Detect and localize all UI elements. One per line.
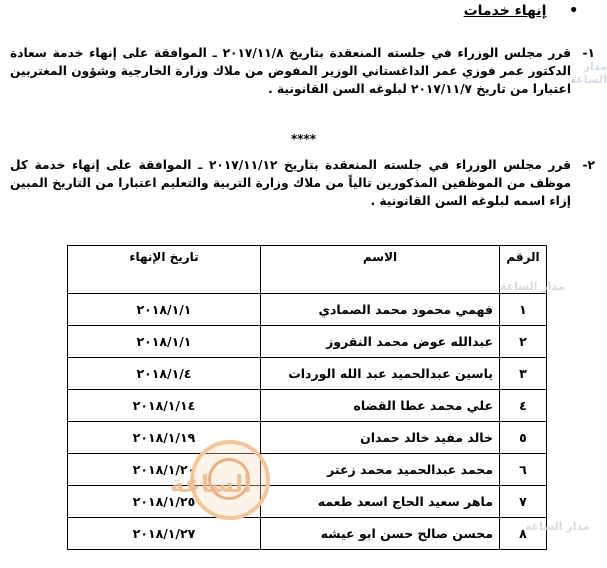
header-date: تاريخ الإنهاء	[68, 246, 261, 294]
cell-date: ٢٠١٨/١/١	[68, 294, 261, 326]
watermark-logo: الساعة	[170, 470, 252, 498]
bullet-icon: •	[568, 0, 579, 21]
table-row	[68, 294, 547, 326]
section-header	[464, 0, 579, 22]
table-row	[68, 326, 547, 358]
cell-date: ٢٠١٨/١/١٩	[68, 422, 261, 454]
header-name: الاسم	[261, 246, 500, 294]
table-row	[68, 358, 547, 390]
item-2	[10, 156, 595, 210]
table-row	[68, 422, 547, 454]
table-row	[68, 390, 547, 422]
table-row	[68, 486, 547, 518]
table-header-row	[68, 246, 547, 294]
cell-name: خالد مفيد خالد حمدان	[261, 422, 500, 454]
employees-table	[67, 245, 547, 550]
watermark-text: مدار الساعة	[525, 520, 590, 533]
cell-name: فهمي محمود محمد الصمادي	[261, 294, 500, 326]
cell-name: ياسين عبدالحميد عبد الله الوردات	[261, 358, 500, 390]
cell-date: ٢٠١٨/١/٢٥	[68, 486, 261, 518]
watermark-text: مدار الساعة	[569, 60, 607, 86]
cell-date: ٢٠١٨/١/٢٠	[68, 454, 261, 486]
cell-name: محمد عبدالحميد محمد زعتر	[261, 454, 500, 486]
cell-number: ٣	[500, 358, 547, 390]
cell-number: ٧	[500, 486, 547, 518]
item-1	[10, 44, 595, 98]
item-2-number: ٢-	[582, 158, 595, 172]
cell-date: ٢٠١٨/١/١٤	[68, 390, 261, 422]
cell-number: ٦	[500, 454, 547, 486]
cell-name: علي محمد عطا القضاه	[261, 390, 500, 422]
cell-date: ٢٠١٨/١/٢٧	[68, 518, 261, 550]
item-1-number: ١-	[582, 46, 595, 60]
cell-number: ٨	[500, 518, 547, 550]
cell-number: ٤	[500, 390, 547, 422]
table-row	[68, 454, 547, 486]
separator: ****	[290, 132, 317, 146]
cell-name: عبدالله عوض محمد النقروز	[261, 326, 500, 358]
cell-name: محسن صالح حسن ابو عيشه	[261, 518, 500, 550]
section-title: إنهاء خدمات	[463, 3, 547, 19]
header-number: الرقم	[500, 246, 547, 294]
cell-number: ١	[500, 294, 547, 326]
watermark-text: مدار الساعة	[500, 280, 565, 293]
cell-number: ٥	[500, 422, 547, 454]
cell-number: ٢	[500, 326, 547, 358]
cell-name: ماهر سعيد الحاج اسعد طعمه	[261, 486, 500, 518]
cell-date: ٢٠١٨/١/١	[68, 326, 261, 358]
item-2-text: قرر مجلس الوزراء في جلسته المنعقدة بتاريخ ٢٠١٧/١١/١٢ ـ الموافقة على إنهاء خدمة كل موظف من الموظفين المذكورين تالياً من ملاك وزارة التربية والتعليم اعتبارا من التاريخ المبين إزاء اسمه لبلوغه السن القانونية .	[10, 158, 571, 208]
cell-date: ٢٠١٨/١/٤	[68, 358, 261, 390]
table-row	[68, 518, 547, 550]
item-1-text: قرر مجلس الوزراء في جلسته المنعقدة بتاريخ ٢٠١٧/١١/٨ ـ الموافقة على إنهاء خدمة سعادة الدكتور عمر فوزي عمر الداغستاني الوزير المفوض من ملاك وزارة الخارجية وشؤون المغتربين اعتبارا من تاريخ ٢٠١٧/١١/٧ لبلوغه السن القانونية .	[10, 46, 571, 96]
